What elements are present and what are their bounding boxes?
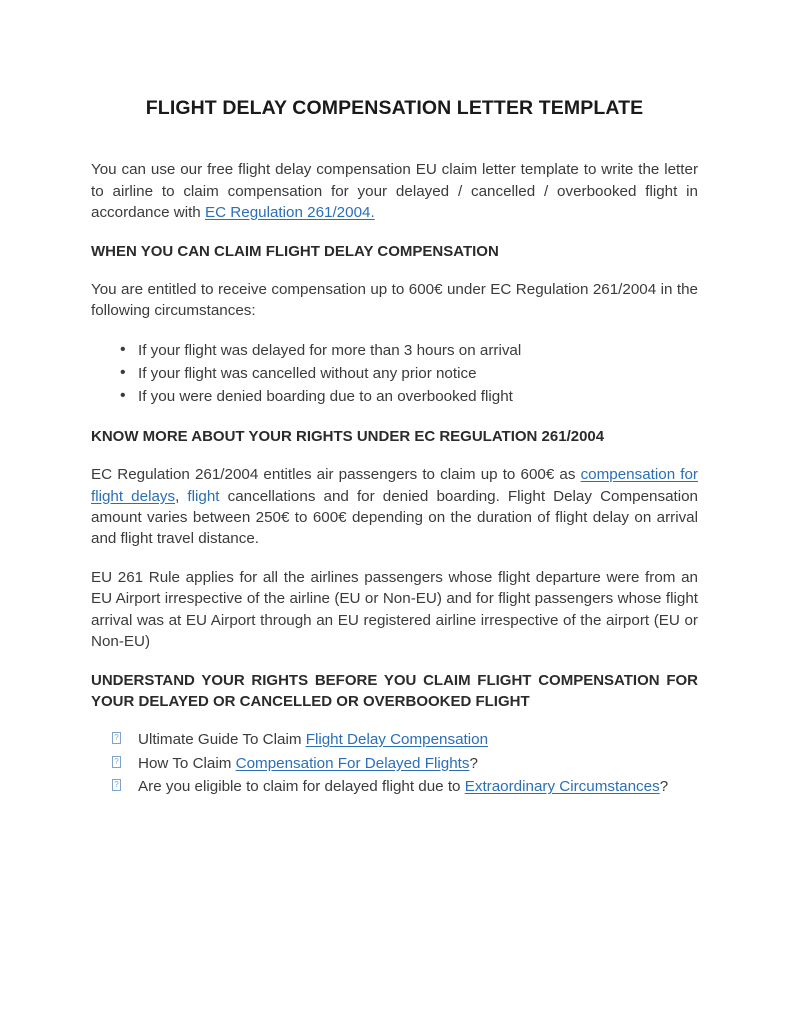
list-item-label: If your flight was delayed for more than 3 hours on arrival [138, 342, 522, 360]
link-ec-regulation-261-2004[interactable]: EC Regulation 261/2004. [204, 203, 375, 221]
rights-resources-list [91, 728, 698, 799]
heading-when-you-can-claim: WHEN YOU CAN CLAIM FLIGHT DELAY COMPENSATION [91, 242, 499, 260]
list-item-text-before-link: Ultimate Guide To Claim [138, 731, 306, 749]
intro-paragraph [91, 159, 698, 223]
link-extraordinary-circumstances[interactable]: Extraordinary Circumstances [464, 778, 660, 796]
document-content [91, 0, 698, 799]
when-you-can-claim-paragraph: You are entitled to receive compensation up to 600€ under EC Regulation 261/2004 in the following circumstances: [91, 280, 698, 320]
list-item [91, 752, 698, 776]
paragraph-text-part-1: EC Regulation 261/2004 entitles air passengers to claim up to 600€ as [91, 466, 581, 484]
link-compensation-for-flight-delays[interactable]: compensation for flight delays [91, 466, 698, 505]
list-item-label: If you were denied boarding due to an overbooked flight [138, 388, 513, 406]
paragraph-text-part-2: , [175, 487, 188, 505]
list-item [91, 339, 698, 362]
spacer [91, 712, 698, 728]
heading-line-2: YOUR DELAYED OR CANCELLED OR OVERBOOKED FLIGHT [91, 693, 530, 711]
list-item [91, 362, 698, 385]
claim-conditions-list [91, 339, 698, 408]
spacer [91, 447, 698, 464]
list-item-label: If your flight was cancelled without any prior notice [138, 365, 477, 383]
list-item-text-before-link: Are you eligible to claim for delayed flight due to [138, 778, 465, 796]
spacer [91, 120, 698, 159]
spacer [91, 652, 698, 670]
paragraph-text-part-3: cancellations and for denied boarding. Flight Delay Compensation amount varies between 250€ to 600€ depending on the duration of flight delay on arrival and flight travel distance. [91, 487, 699, 547]
spacer [91, 223, 698, 241]
intro-text-before-link: You can use our free flight delay compensation EU claim letter template to write the letter to airline to claim compensation for your delayed / cancelled / overbooked flight in accordance with [91, 161, 698, 221]
link-flight[interactable]: flight [187, 487, 220, 505]
spacer [91, 262, 698, 279]
link-flight-delay-compensation[interactable]: Flight Delay Compensation [305, 731, 489, 749]
heading-line-1: UNDERSTAND YOUR RIGHTS BEFORE YOU CLAIM FLIGHT COMPENSATION FOR [91, 672, 698, 690]
page-title: FLIGHT DELAY COMPENSATION LETTER TEMPLATE [145, 97, 644, 119]
list-item [91, 728, 698, 752]
spacer [91, 549, 698, 567]
missing-glyph-bullet-icon: ? [112, 732, 121, 744]
list-item [91, 385, 698, 408]
know-more-paragraph-2: EU 261 Rule applies for all the airlines passengers whose flight departure were from an EU Airport irrespective of the airline (EU or Non-EU) and for flight passengers whose flight arrival was at EU Airport through an EU registered airline irrespective of the airport (EU or Non-EU) [91, 569, 698, 650]
missing-glyph-bullet-icon: ? [112, 756, 121, 768]
heading-understand-your-rights [91, 670, 698, 712]
spacer [91, 321, 698, 339]
list-item-text-before-link: How To Claim [138, 754, 236, 772]
heading-know-more-about-rights: KNOW MORE ABOUT YOUR RIGHTS UNDER EC REGULATION 261/2004 [91, 428, 605, 446]
list-item [91, 775, 698, 799]
know-more-paragraph-1 [91, 464, 698, 549]
spacer [91, 408, 698, 426]
link-compensation-for-delayed-flights[interactable]: Compensation For Delayed Flights [235, 754, 470, 772]
list-item-text-after-link: ? [469, 754, 478, 772]
missing-glyph-bullet-icon: ? [112, 779, 121, 791]
list-item-text-after-link: ? [659, 778, 669, 796]
